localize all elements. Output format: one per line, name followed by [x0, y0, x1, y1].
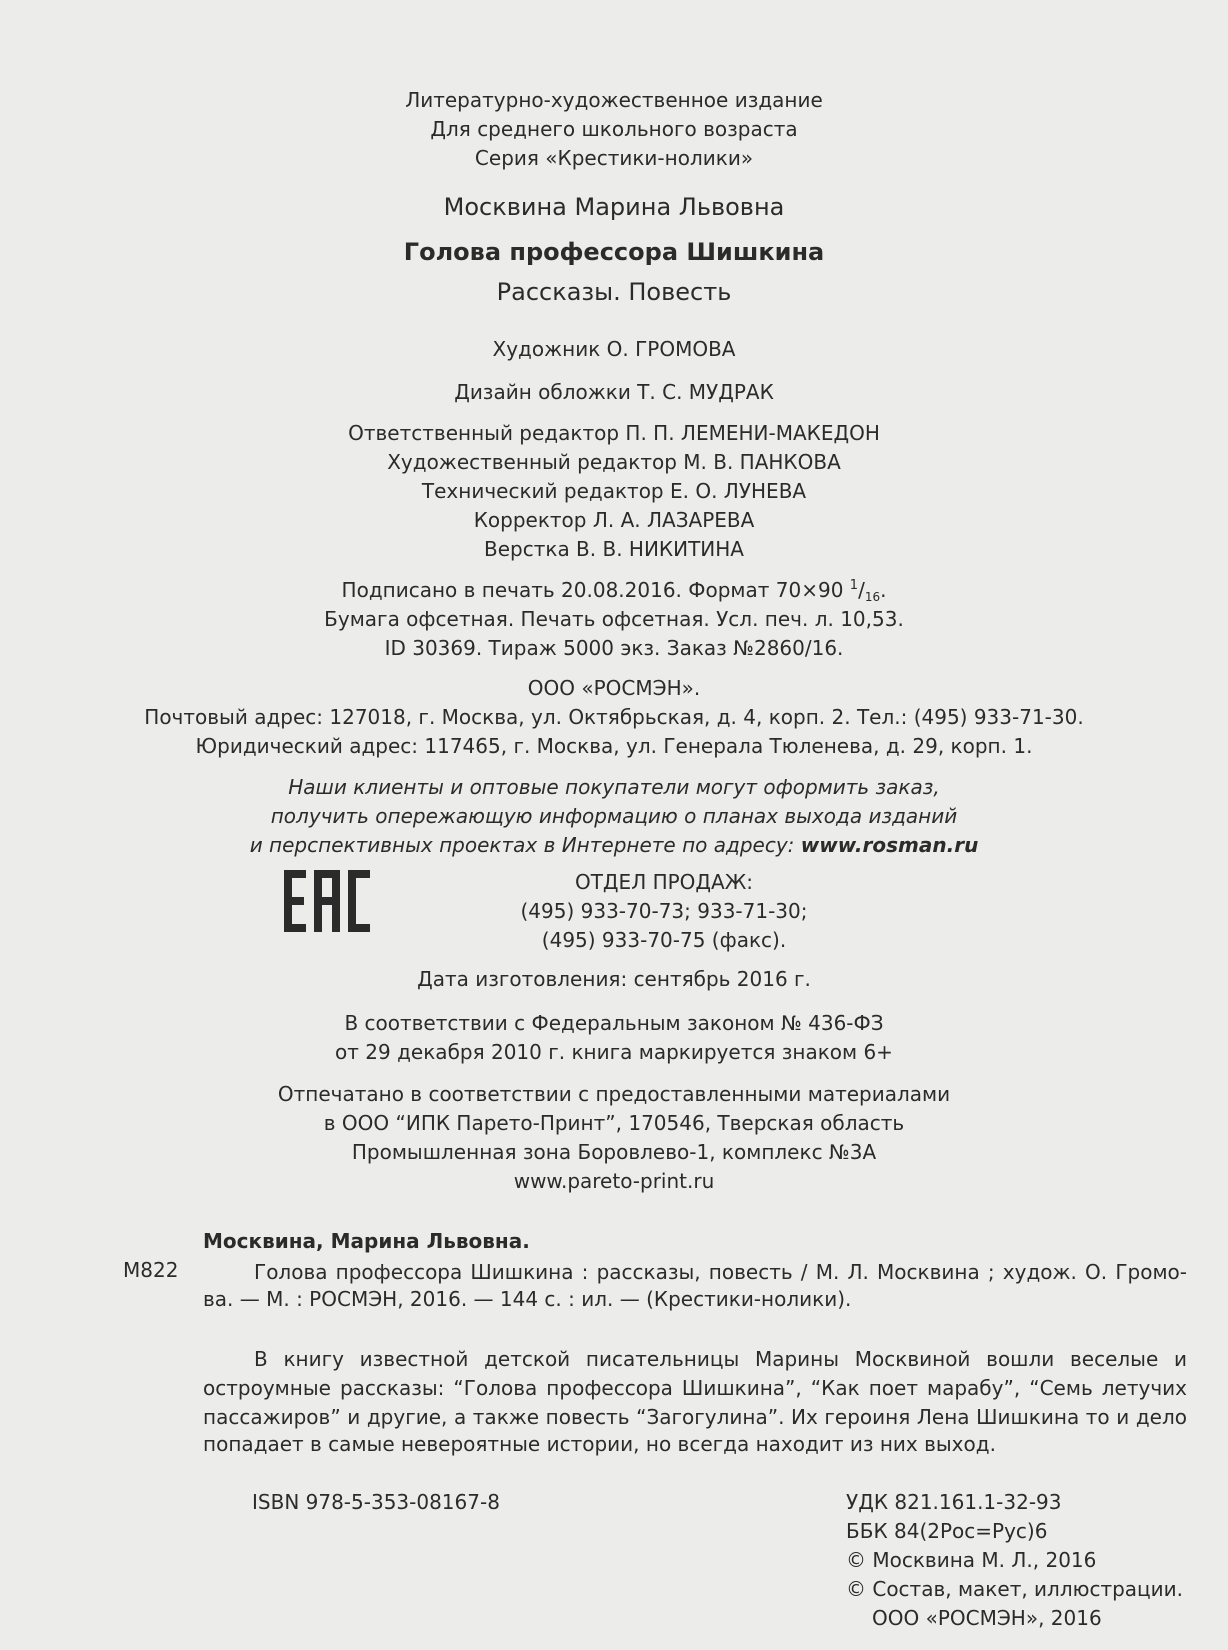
annotation-line: остроумные рассказы: “Голова профессора Шишкина”, “Как поет марабу”, “Семь летучих — [203, 1376, 1187, 1400]
legal-address: Юридический адрес: 117465, г. Москва, ул. Генерала Тюленева, д. 29, корп. 1. — [195, 734, 1033, 758]
cover-design-credit: Дизайн обложки Т. С. МУДРАК — [454, 380, 774, 404]
printer-info: Промышленная зона Боровлево-1, комплекс №3А — [351, 1140, 877, 1164]
law-notice: от 29 декабря 2010 г. книга маркируется знаком 6+ — [335, 1040, 893, 1064]
editor-credit: Технический редактор Е. О. ЛУНЕВА — [421, 479, 807, 503]
age-group: Для среднего школьного возраста — [430, 117, 798, 141]
law-notice: В соответствии с Федеральным законом № 436-ФЗ — [344, 1011, 884, 1035]
copyright-line: © Состав, макет, иллюстрации. — [846, 1577, 1184, 1601]
artist-credit: Художник О. ГРОМОВА — [492, 337, 736, 361]
udk-code: УДК 821.161.1-32-93 — [846, 1490, 1062, 1514]
signed-to-print: Подписано в печать 20.08.2016. Формат 70×90 $^1/_{16}$. — [341, 578, 887, 604]
postal-address: Почтовый адрес: 127018, г. Москва, ул. Октябрьская, д. 4, корп. 2. Тел.: (495) 933-71-30. — [144, 705, 1084, 729]
copyright-line: ООО «РОСМЭН», 2016 — [872, 1606, 1102, 1630]
catalog-code: М822 — [123, 1258, 179, 1282]
isbn: ISBN 978-5-353-08167-8 — [252, 1490, 500, 1514]
printer-info: в ООО “ИПК Парето-Принт”, 170546, Тверская область — [323, 1111, 905, 1135]
annotation-line: попадает в самые невероятные истории, но всегда находит из них выход. — [203, 1432, 996, 1456]
catalog-entry-line: ва. — М. : РОСМЭН, 2016. — 144 с. : ил. — (Крестики-нолики). — [203, 1287, 852, 1311]
copyright-line: © Москвина М. Л., 2016 — [846, 1548, 1097, 1572]
sales-fax: (495) 933-70-75 (факс). — [541, 928, 787, 952]
printer-url: www.pareto-print.ru — [513, 1169, 715, 1193]
printer-info: Отпечатано в соответствии с предоставленными материалами — [277, 1082, 951, 1106]
editor-credit: Корректор Л. А. ЛАЗАРЕВА — [473, 508, 755, 532]
catalog-entry-line: Голова профессора Шишкина : рассказы, повесть / М. Л. Москвина ; худож. О. Громо- — [254, 1260, 1187, 1284]
editor-credit: Художественный редактор М. В. ПАНКОВА — [387, 450, 841, 474]
book-title: Голова профессора Шишкина — [403, 238, 825, 266]
manufacture-date: Дата изготовления: сентябрь 2016 г. — [417, 967, 811, 991]
editor-credit: Ответственный редактор П. П. ЛЕМЕНИ-МАКЕДОН — [348, 421, 880, 445]
editor-credit: Верстка В. В. НИКИТИНА — [484, 537, 744, 561]
sales-heading: ОТДЕЛ ПРОДАЖ: — [574, 870, 754, 894]
catalog-author-heading: Москвина, Марина Львовна. — [203, 1229, 530, 1253]
paper-info: Бумага офсетная. Печать офсетная. Усл. печ. л. 10,53. — [324, 607, 904, 631]
sales-phones: (495) 933-70-73; 933-71-30; — [520, 899, 808, 923]
annotation-line: В книгу известной детской писательницы Марины Москвиной вошли веселые и — [254, 1347, 1187, 1371]
bbk-code: ББК 84(2Рос=Рус)6 — [846, 1519, 1048, 1543]
clients-note-line: и перспективных проектах в Интернете по адресу: www.rosman.ru — [249, 833, 979, 857]
annotation-line: пассажиров” и другие, а также повесть “Загогулина”. Их героиня Лена Шишкина то и дело — [203, 1405, 1187, 1429]
clients-note-line: Наши клиенты и оптовые покупатели могут оформить заказ, — [288, 775, 940, 799]
edition-type: Литературно-художественное издание — [405, 88, 823, 112]
publisher-url: www.rosman.ru — [800, 833, 979, 857]
series: Серия «Крестики-нолики» — [474, 146, 754, 170]
print-run-info: ID 30369. Тираж 5000 экз. Заказ №2860/16. — [384, 636, 844, 660]
author-name: Москвина Марина Львовна — [443, 193, 785, 221]
publisher-name: ООО «РОСМЭН». — [527, 676, 701, 700]
book-subtitle: Рассказы. Повесть — [496, 278, 732, 306]
clients-note-line: получить опережающую информацию о планах выхода изданий — [270, 804, 958, 828]
